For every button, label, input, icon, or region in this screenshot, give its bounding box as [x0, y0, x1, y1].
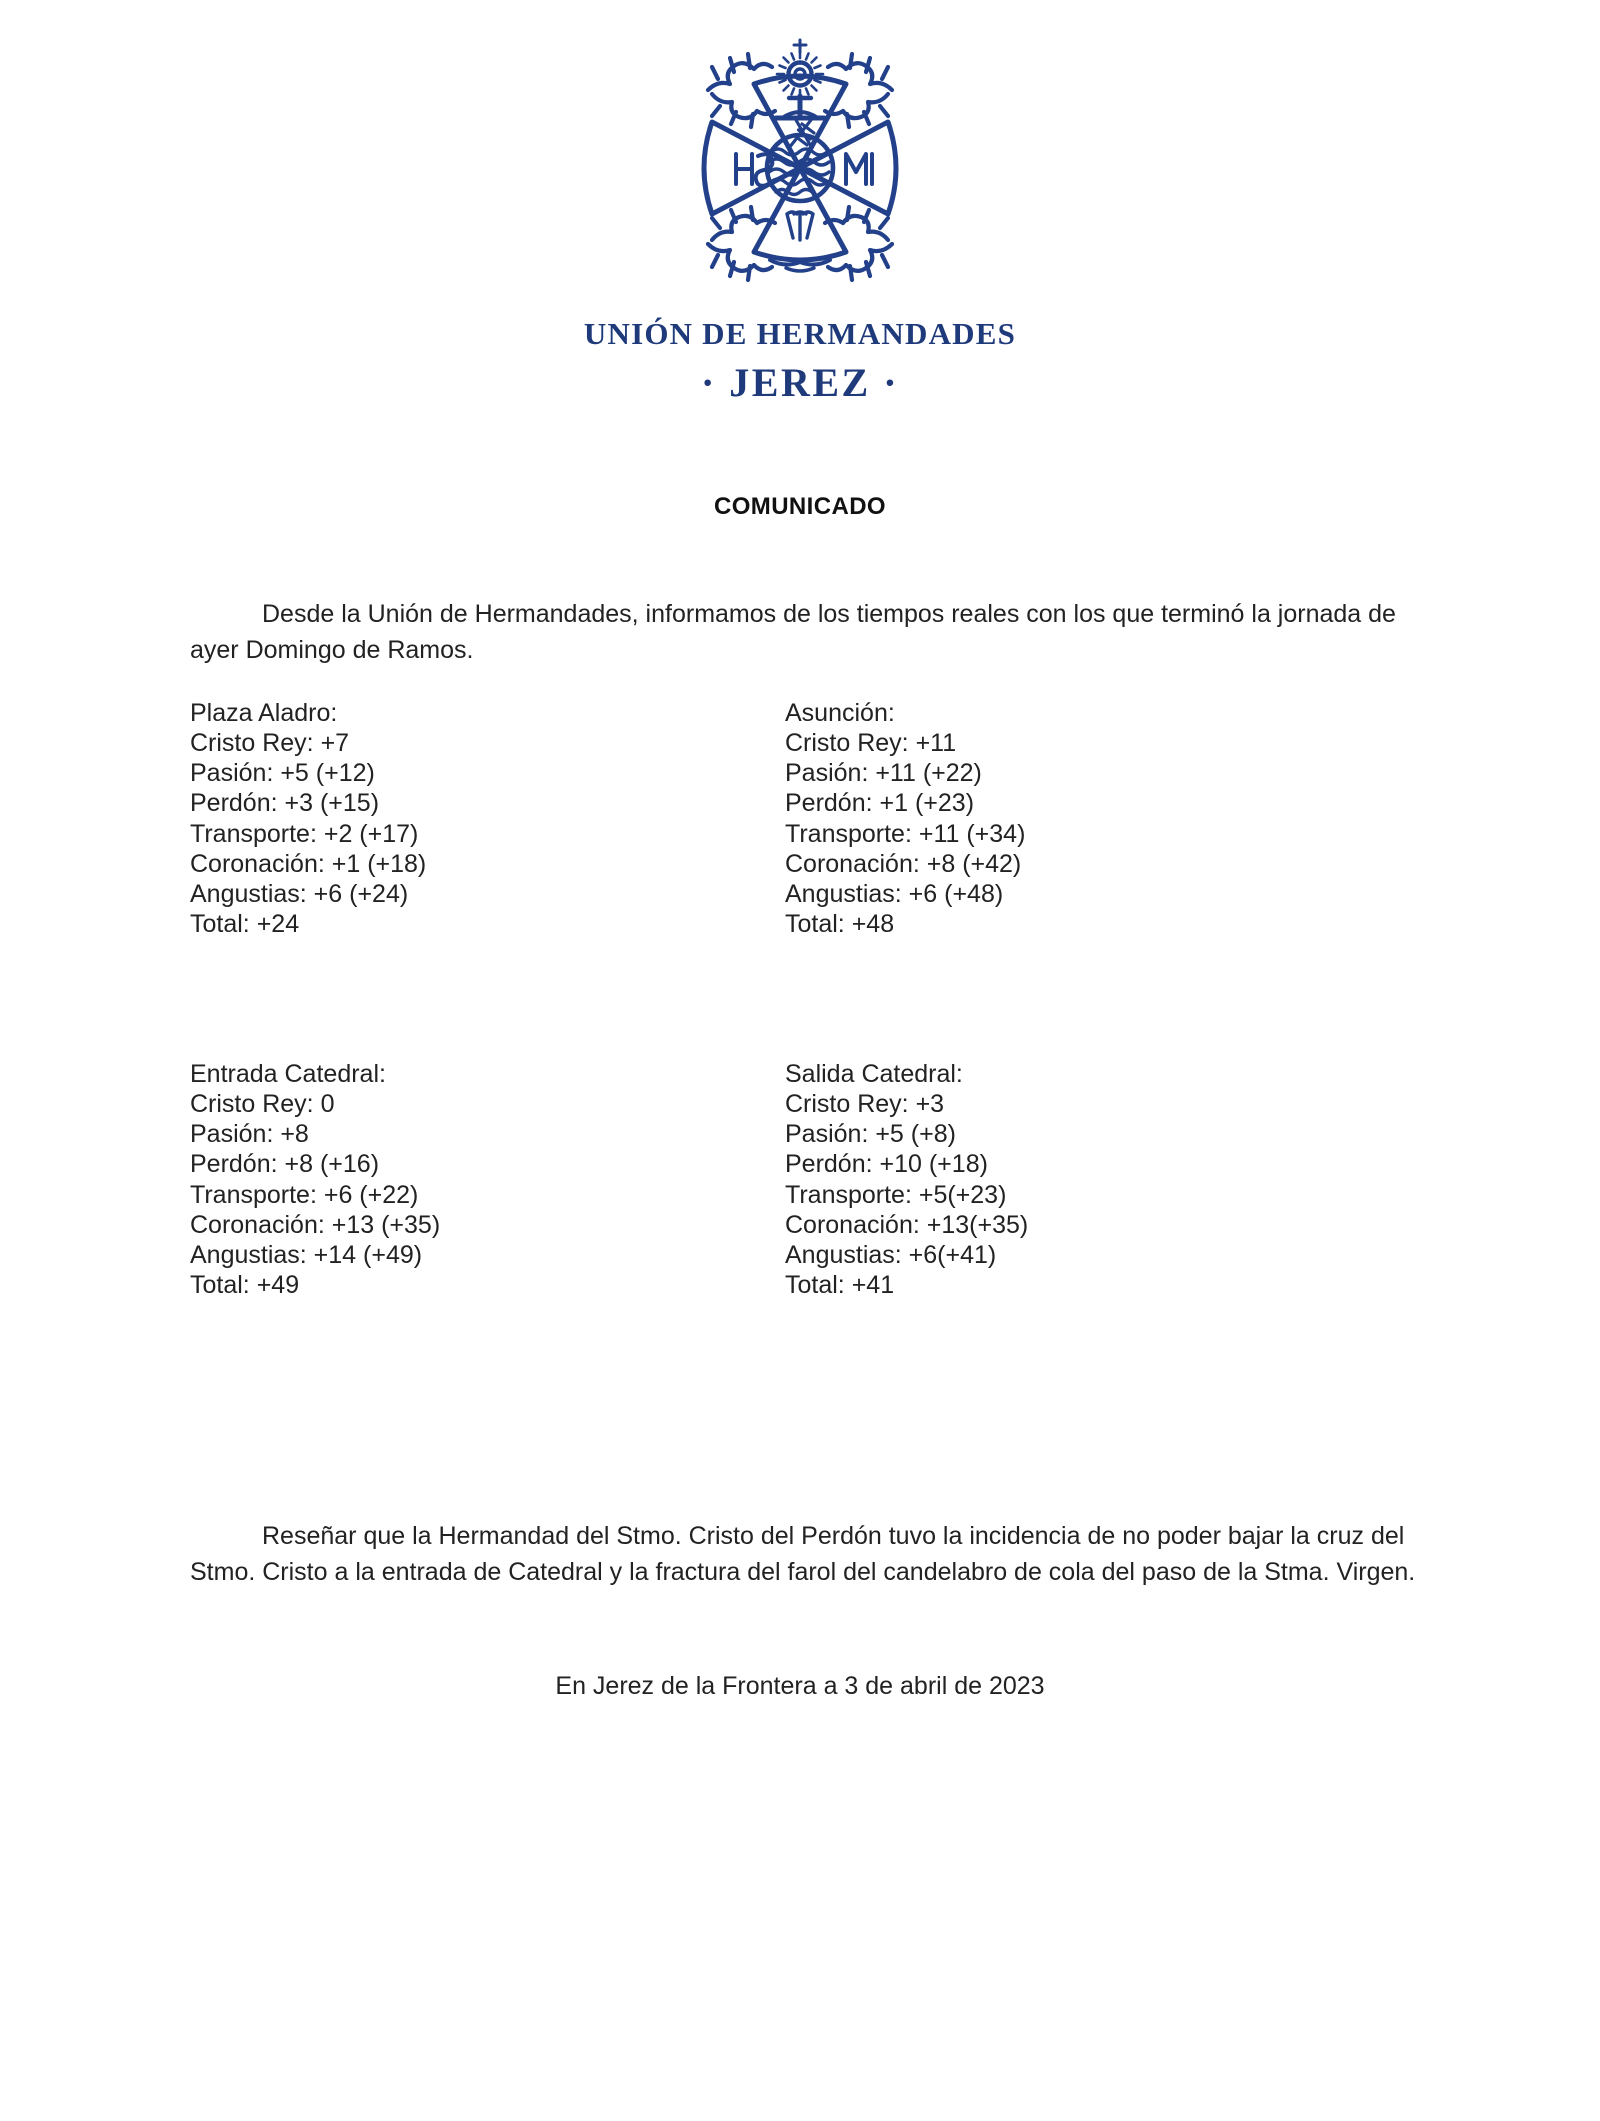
checkpoint-total-line: Total: +24: [190, 909, 300, 938]
checkpoint-line: Transporte: +5(+23): [785, 1180, 1007, 1209]
checkpoint-line: Cristo Rey: +7: [190, 729, 350, 758]
intro-paragraph: [190, 597, 1430, 668]
note-paragraph-text: Reseñar que la Hermandad del Stmo. Cristo del Perdón tuvo la incidencia de no poder bajar la cruz del Stmo. Cristo a la entrada de Catedral y la fractura del farol del candelabro de cola del paso de la Stma. Virgen.: [190, 1522, 1416, 1586]
checkpoint-block-asuncion: [785, 698, 1380, 939]
checkpoint-line: Pasión: +5 (+12): [190, 759, 375, 788]
checkpoint-line: Cristo Rey: +3: [785, 1090, 945, 1119]
checkpoint-line: Angustias: +14 (+49): [190, 1240, 423, 1269]
checkpoint-line: Pasión: +11 (+22): [785, 759, 982, 788]
checkpoint-block-salida-catedral: [785, 1059, 1380, 1300]
checkpoint-line: Perdón: +10 (+18): [785, 1150, 988, 1179]
checkpoint-total-line: Total: +41: [785, 1270, 895, 1299]
letterhead-subtitle: · JEREZ ·: [700, 359, 900, 405]
checkpoint-line: Angustias: +6(+41): [785, 1240, 997, 1269]
intro-paragraph-text: Desde la Unión de Hermandades, informamos de los tiempos reales con los que terminó la jornada de ayer Domingo de Ramos.: [190, 600, 1396, 664]
checkpoint-total-line: Total: +48: [785, 909, 895, 938]
checkpoint-total-line: Total: +49: [190, 1270, 300, 1299]
checkpoint-line: Coronación: +13(+35): [785, 1210, 1029, 1239]
checkpoint-line: Pasión: +5 (+8): [785, 1120, 956, 1149]
checkpoint-line: Cristo Rey: 0: [190, 1090, 335, 1119]
union-de-hermandades-cross-emblem: [650, 28, 950, 306]
checkpoint-line: Angustias: +6 (+48): [785, 879, 1004, 908]
note-paragraph: [190, 1519, 1430, 1590]
checkpoint-line: Perdón: +1 (+23): [785, 789, 975, 818]
checkpoint-line: Coronación: +13 (+35): [190, 1210, 441, 1239]
checkpoint-row-1: [190, 698, 1430, 939]
closing-date-line: En Jerez de la Frontera a 3 de abril de 2023: [555, 1672, 1045, 1700]
checkpoint-row-2: [190, 1059, 1430, 1300]
page-title: COMUNICADO: [714, 493, 886, 520]
checkpoint-line: Transporte: +6 (+22): [190, 1180, 419, 1209]
checkpoint-block-entrada-catedral: [190, 1059, 785, 1300]
checkpoint-heading: Entrada Catedral:: [190, 1060, 386, 1088]
checkpoint-line: Perdón: +3 (+15): [190, 789, 380, 818]
checkpoint-line: Transporte: +2 (+17): [190, 819, 419, 848]
checkpoint-line: Pasión: +8: [190, 1120, 309, 1149]
checkpoint-line: Coronación: +1 (+18): [190, 849, 427, 878]
checkpoint-heading: Asunción:: [785, 699, 895, 727]
checkpoint-block-plaza-aladro: [190, 698, 785, 939]
checkpoint-blocks: [190, 698, 1430, 1300]
checkpoint-line: Coronación: +8 (+42): [785, 849, 1022, 878]
checkpoint-heading: Plaza Aladro:: [190, 699, 338, 727]
letterhead-title: UNIÓN DE HERMANDADES: [583, 316, 1017, 351]
checkpoint-heading: Salida Catedral:: [785, 1060, 963, 1088]
checkpoint-line: Perdón: +8 (+16): [190, 1150, 380, 1179]
checkpoint-line: Cristo Rey: +11: [785, 729, 957, 758]
letterhead: [0, 28, 1600, 406]
checkpoint-line: Angustias: +6 (+24): [190, 879, 409, 908]
checkpoint-line: Transporte: +11 (+34): [785, 819, 1026, 848]
